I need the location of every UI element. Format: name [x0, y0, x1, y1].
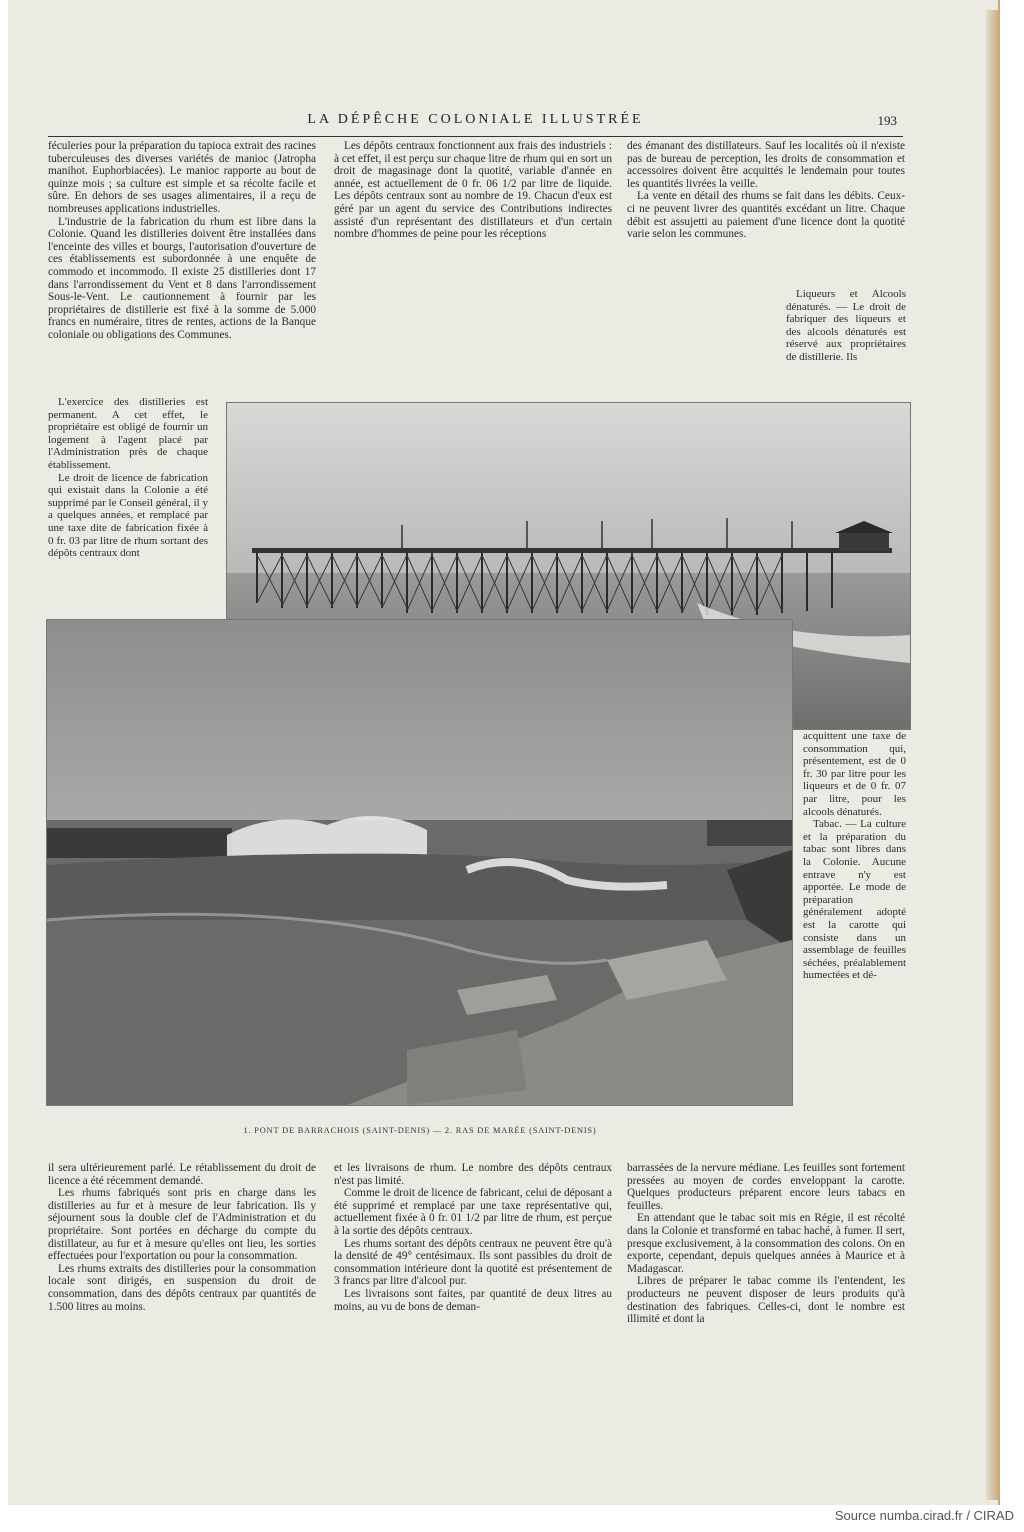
top-column-1-narrow	[48, 396, 208, 560]
paragraph: La vente en détail des rhums se fait dans les débits. Ceux-ci ne peuvent livrer des quantités excédant un litre. Chaque débit est assujetti au paiement d'une licence dont la quotité varie selon les communes.	[627, 190, 905, 241]
paragraph: Le droit de licence de fabrication qui existait dans la Colonie a été supprimé par le Conseil général, il y a quelques années, et remplacé par une taxe dite de fabrication fixée à 0 fr. 03 par litre de rhum sortant des dépôts centraux dont	[48, 471, 208, 560]
paragraph: Les rhums extraits des distilleries pour la consommation locale sont dirigés, en suspension du droit de consommation, dans des dépôts centraux par quantités de 1.500 litres au moins.	[48, 1262, 316, 1313]
paragraph: féculeries pour la préparation du tapioca extrait des racines tuberculeuses des diverses variétés de manioc (Jatropha manihot. Euphorbiacées). Le manioc rapporte au bout de quinze mois ; sa culture est simple et sa récolte facile et sûre. En dehors de ses usages alimentaires, il a reçu de nombreuses applications industrielles.	[48, 140, 316, 215]
paragraph: Libres de préparer le tabac comme ils l'entendent, les producteurs ne peuvent disposer de leurs produits qu'à destination des fabriques. Celles-ci, dont le nombre est illimité et dont la	[627, 1275, 905, 1326]
paragraph: des émanant des distillateurs. Sauf les localités où il n'existe pas de bureau de perception, les droits de consommation et accessoires doivent être acquittés le lendemain pour toutes les quantités livrées la veille.	[627, 140, 905, 190]
paragraph: Les dépôts centraux fonctionnent aux frais des industriels : à cet effet, il est perçu sur chaque litre de rhum qui en sort un droit de magasinage dont la quotité, variable d'année en année, est actuellement de 0 fr. 06 1/2 par litre de liquide. Les dépôts centraux sont au nombre de 19. Chacun d'eux est géré par un agent du service des Contributions indirectes assisté d'un représentant des distillateurs et d'un certain nombre d'hommes de peine pour les réceptions	[334, 140, 612, 241]
paragraph: En attendant que le tabac soit mis en Régie, il est récolté dans la Colonie et transformé en tabac haché, à fumer. Il sert, presque exclusivement, à la consommation des colons. On en exporte, cependant, depuis quelques années à Maurice et à Madagascar.	[627, 1212, 905, 1275]
paragraph: Les rhums sortant des dépôts centraux ne peuvent être qu'à la densité de 49° centésimaux. Ils sont passibles du droit de consommation intérieure dont la quotité est présentement de 3 francs par litre d'alcool pur.	[334, 1237, 612, 1288]
right-narrow-column	[803, 730, 906, 982]
bottom-column-1	[48, 1162, 316, 1313]
paragraph: acquittent une taxe de consommation qui, présentement, est de 0 fr. 30 par litre pour les liqueurs et de 0 fr. 07 par litre, pour les alcools dénaturés.	[803, 730, 906, 818]
paragraph: L'industrie de la fabrication du rhum est libre dans la Colonie. Quand les distilleries doivent être installées dans l'enceinte des villes et bourgs, l'autorisation d'ouverture de ces établissements est subordonnée à une enquête de commodo et incommodo. Il existe 25 distilleries dont 17 dans l'arrondissement du Vent et 8 dans l'arrondissement Sous-le-Vent. Le cautionnement à fournir par les propriétaires de distillerie est fixé à la somme de 5.000 francs en numéraire, titres de rentes, actions de la Banque coloniale ou obligations des Communes.	[48, 215, 316, 341]
page-edge	[986, 10, 1000, 1500]
paragraph: Les livraisons sont faites, par quantité de deux litres au moins, au vu de bons de deman-	[334, 1287, 612, 1313]
paragraph: Comme le droit de licence de fabricant, celui de déposant a été supprimé et remplacé par une taxe représentative qui, actuellement fixée à 0 fr. 01 1/2 par litre de rhum, est perçue à la sortie des dépôts centraux.	[334, 1187, 612, 1237]
page-number: 193	[877, 113, 897, 128]
paragraph: Les rhums fabriqués sont pris en charge dans les distilleries au fur et à mesure de leur fabrication. Ils y séjournent sous la double clef de l'Administration et du propriétaire. Sont portées en décharge du compte du distillateur, au fur et à mesure qu'elles ont lieu, les sorties effectuées pour l'exportation ou pour la consommation.	[48, 1187, 316, 1263]
page-header	[48, 112, 903, 137]
top-column-2	[334, 140, 612, 241]
surf-illustration	[47, 620, 792, 1105]
source-credit: Source numba.cirad.fr / CIRAD	[834, 1508, 1014, 1523]
bottom-column-2	[334, 1162, 612, 1313]
paragraph: L'exercice des distilleries est permanent. A cet effet, le propriétaire est obligé de fournir un logement à l'agent placé par l'Administration près de chaque établissement.	[48, 396, 208, 471]
publication-title: LA DÉPÊCHE COLONIALE ILLUSTRÉE	[307, 112, 644, 127]
top-column-3	[627, 140, 905, 241]
top-column-1	[48, 140, 316, 342]
paragraph: et les livraisons de rhum. Le nombre des dépôts centraux n'est pas limité.	[334, 1162, 612, 1187]
paragraph: il sera ultérieurement parlé. Le rétablissement du droit de licence a été récemment demandé.	[48, 1162, 316, 1187]
paragraph: Tabac. — La culture et la préparation du tabac sont libres dans la Colonie. Aucune entrave n'y est apportée. Le mode de préparation généralement adopté est la carotte qui consiste dans un assemblage de feuilles séchées, préalablement humectées et dé-	[803, 818, 906, 982]
photo-ras-de-maree	[46, 619, 793, 1106]
bottom-column-3	[627, 1162, 905, 1326]
top-column-3-narrow	[786, 288, 906, 364]
photo-caption: 1. PONT DE BARRACHOIS (SAINT-DENIS) — 2. RAS DE MARÉE (SAINT-DENIS)	[243, 1126, 597, 1135]
paragraph: Liqueurs et Alcools dénaturés. — Le droit de fabriquer des liqueurs et des alcools dénaturés est réservé aux propriétaires de distillerie. Ils	[786, 288, 906, 363]
paragraph: barrassées de la nervure médiane. Les feuilles sont fortement pressées au moyen de cordes enveloppant la carotte. Quelques producteurs préparent encore leurs tabacs en feuilles.	[627, 1162, 905, 1212]
